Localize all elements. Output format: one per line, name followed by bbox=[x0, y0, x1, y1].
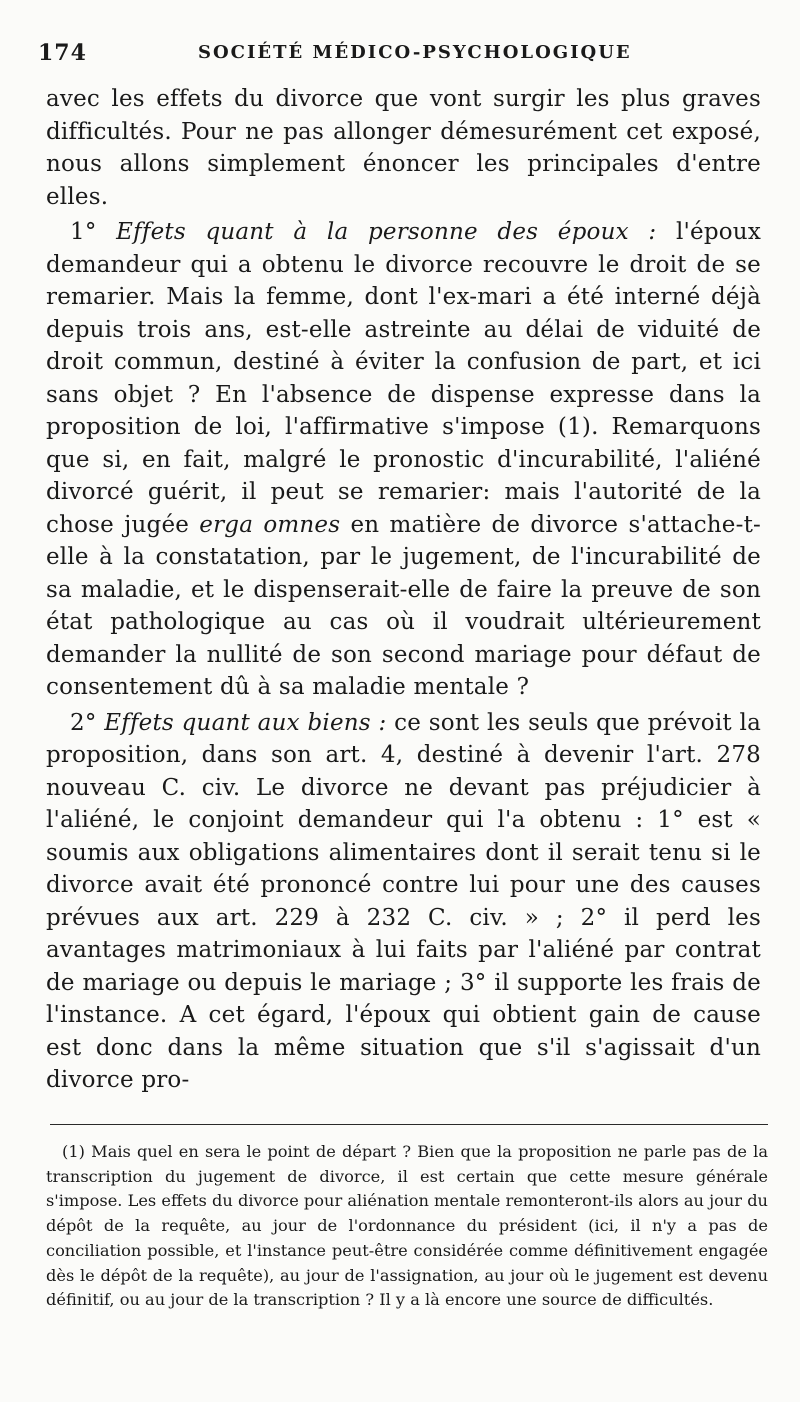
paragraph-text: en matière de divorce s'attache-t-elle à la constatation, par le jugement, de l'incurabilité de sa maladie, et le dispenserait-elle de faire la preuve de son état pathologique au cas où il voudrait ultérieurement demander la nullité de son second mariage pour défaut de consentement dû à sa maladie mentale ? bbox=[46, 511, 761, 700]
paragraph-effets-personne bbox=[46, 216, 761, 704]
footnote-divider bbox=[50, 1124, 768, 1125]
item-number: 2° bbox=[70, 709, 105, 736]
section-heading: Effets quant à la personne des époux : bbox=[116, 219, 657, 245]
section-heading: Effets quant aux biens : bbox=[104, 709, 387, 736]
footnote-text: (1) Mais quel en sera le point de départ ? Bien que la proposition ne parle pas de la transcription du jugement de divorce, il est certain que cette mesure générale s'impose. Les effets du divorce pour aliénation mentale remonteront-ils alors au jour du dépôt de la requête, au jour de l'ordonnance du président (ici, il n'y a pas de conciliation possible, et l'instance peut-être considérée comme définitivement engagée dès le dépôt de la requête), au jour de l'assignation, au jour où le jugement est devenu définitif, ou au jour de la transcription ? Il y a là encore une source de difficultés. bbox=[46, 1142, 768, 1310]
main-text bbox=[46, 83, 761, 1097]
running-head: SOCIÉTÉ MÉDICO-PSYCHOLOGIQUE bbox=[198, 42, 632, 63]
item-number: 1° bbox=[70, 219, 117, 245]
paragraph-text: ce sont les seuls que prévoit la proposition, dans son art. 4, destiné à devenir l'art. 278 nouveau C. civ. Le divorce ne devant pas préjudicier à l'aliéné, le conjoint demandeur qui l'a obtenu : 1° est « soumis aux obligations alimentaires dont il serait tenu si le divorce avait été prononcé contre lui pour une des causes prévues aux art. 229 à 232 C. civ. » ; 2° il perd les avantages matrimoniaux à lui faits par l'aliéné par contrat de mariage ou depuis le mariage ; 3° il supporte les frais de l'instance. A cet égard, l'époux qui obtient gain de cause est donc dans la même situation que s'il s'agissait d'un divorce pro- bbox=[46, 709, 762, 1093]
footnote bbox=[46, 1140, 768, 1313]
latin-phrase: erga omnes bbox=[199, 511, 341, 538]
paragraph-text: l'époux demandeur qui a obtenu le divorce recouvre le droit de se remarier. Mais la femme, dont l'ex-mari a été interné déjà depuis trois ans, est-elle astreinte au délai de viduité de droit commun, destiné à éviter la confusion de part, et ici sans objet ? En l'absence de dispense expresse dans la proposition de loi, l'affirmative s'impose (1). Remarquons que si, en fait, malgré le pronostic d'incurabilité, l'aliéné divorcé guérit, il peut se remarier: mais l'autorité de la chose jugée bbox=[46, 219, 761, 538]
page-header bbox=[38, 40, 768, 80]
paragraph-effets-biens bbox=[46, 707, 761, 1097]
paragraph-intro: avec les effets du divorce que vont surgir les plus graves difficultés. Pour ne pas allonger démesurément cet exposé, nous allons simplement énoncer les principales d'entre elles. bbox=[46, 86, 761, 210]
page-number: 174 bbox=[38, 40, 87, 66]
